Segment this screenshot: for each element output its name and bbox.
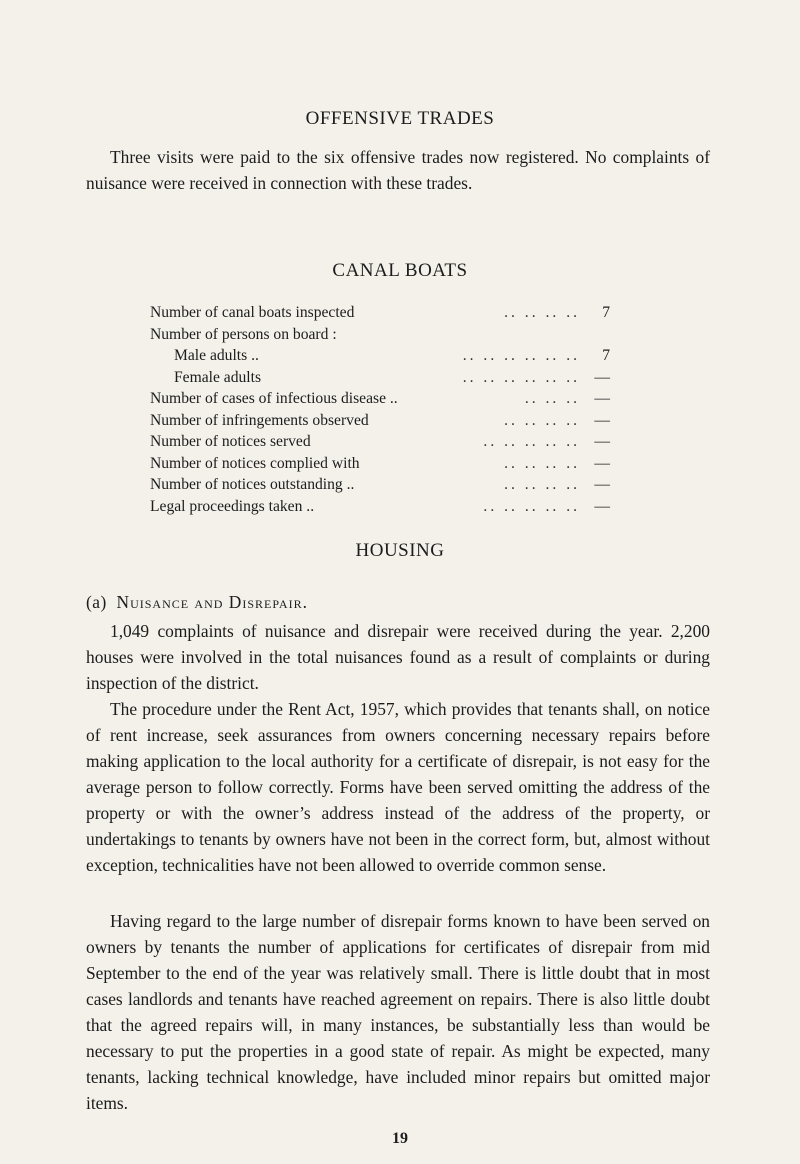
housing-heading: HOUSING bbox=[355, 540, 445, 561]
row-label: Legal proceedings taken .. bbox=[150, 496, 318, 518]
row-value: — bbox=[594, 454, 610, 472]
row-value: — bbox=[594, 368, 610, 386]
row-label: Number of canal boats inspected bbox=[150, 302, 358, 324]
leader-dots: .. .. .. .. .. .. bbox=[462, 368, 580, 386]
row-value: 7 bbox=[602, 347, 610, 364]
table-row bbox=[150, 410, 610, 432]
row-value: — bbox=[594, 390, 610, 407]
subsection-heading bbox=[86, 592, 308, 613]
leader-dots: .. .. .. .. .. .. bbox=[462, 347, 580, 364]
canal-boats-table bbox=[150, 302, 610, 517]
leader-dots: .. .. .. .. .. bbox=[483, 433, 580, 450]
table-row bbox=[150, 431, 610, 453]
row-label: Number of cases of infectious disease .. bbox=[150, 388, 402, 410]
row-label: Number of infringements observed bbox=[150, 410, 373, 432]
table-row bbox=[150, 453, 610, 475]
offensive-trades-paragraph: Three visits were paid to the six offensive trades now registered. No complaints of nuisance were received in connection with these trades. bbox=[86, 147, 710, 193]
row-value: — bbox=[594, 433, 610, 450]
table-row bbox=[150, 324, 610, 346]
leader-dots: .. .. .. .. .. bbox=[483, 497, 580, 515]
canal-boats-heading: CANAL BOATS bbox=[332, 260, 468, 281]
subsection-marker: (a) bbox=[86, 592, 107, 612]
row-value: — bbox=[594, 497, 610, 515]
table-row bbox=[150, 388, 610, 410]
subsection-title: Nuisance and Disrepair. bbox=[116, 592, 308, 612]
housing-paragraph-2: The procedure under the Rent Act, 1957, which provides that tenants shall, on notice of rent increase, seek assurances from owners concerning necessary repairs before making application to the local authority for a certificate of disrepair, is not easy for the average person to follow correctly. Forms have been served omitting the address of the property or with the owner’s address instead of the address of the property, or undertakings to tenants by owners have not been in the correct form, but, almost without exception, technicalities have not been allowed to override common sense. bbox=[86, 699, 710, 875]
row-label: Number of notices served bbox=[150, 431, 315, 453]
table-row bbox=[150, 474, 610, 496]
offensive-trades-heading: OFFENSIVE TRADES bbox=[305, 108, 495, 129]
table-row bbox=[150, 302, 610, 324]
row-value: 7 bbox=[602, 304, 610, 321]
table-row bbox=[150, 345, 610, 367]
leader-dots: .. .. .. .. bbox=[504, 411, 580, 429]
row-value: — bbox=[594, 411, 610, 429]
table-row bbox=[150, 367, 610, 389]
row-label: Female adults bbox=[174, 367, 265, 389]
row-label: Number of persons on board : bbox=[150, 324, 341, 346]
table-row bbox=[150, 496, 610, 518]
page-number: 19 bbox=[392, 1130, 408, 1147]
leader-dots: .. .. .. .. bbox=[504, 476, 580, 493]
housing-paragraph-3: Having regard to the large number of disrepair forms known to have been served on owners by tenants the number of applications for certificates of disrepair from mid September to the end of the year was relatively small. There is little doubt that in most cases landlords and tenants have reached agreement on repairs. There is also little doubt that the agreed repairs will, in many instances, be substantially less than would be necessary to put the properties in a good state of repair. As might be expected, many tenants, lacking technical knowledge, have included minor repairs but omitted major items. bbox=[86, 911, 710, 1113]
housing-paragraph-1: 1,049 complaints of nuisance and disrepair were received during the year. 2,200 houses were involved in the total nuisances found as a result of complaints or during inspection of the district. bbox=[86, 621, 710, 693]
row-value: — bbox=[594, 476, 610, 493]
row-label: Number of notices complied with bbox=[150, 453, 364, 475]
row-label: Number of notices outstanding .. bbox=[150, 474, 358, 496]
leader-dots: .. .. .. .. bbox=[504, 454, 580, 472]
leader-dots: .. .. .. bbox=[524, 390, 580, 407]
row-label: Male adults .. bbox=[174, 345, 263, 367]
leader-dots: .. .. .. .. bbox=[504, 304, 580, 321]
